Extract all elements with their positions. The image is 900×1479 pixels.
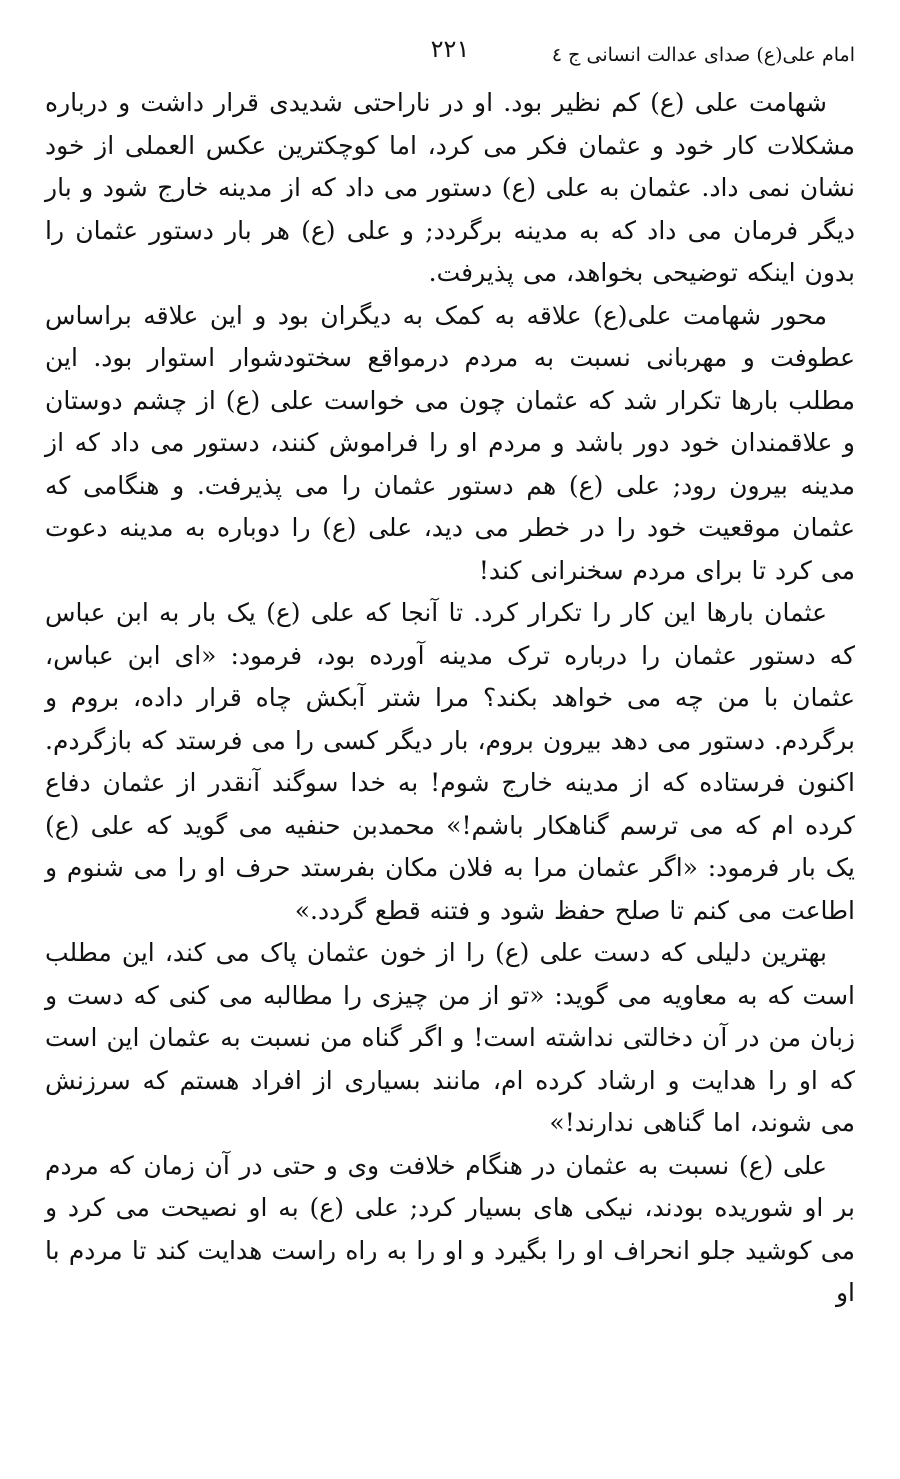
running-head xyxy=(45,35,855,72)
running-title: امام علی(ع) صدای عدالت انسانی ج ٤ xyxy=(551,44,855,66)
paragraph: عثمان بارها این کار را تکرار کرد. تا آنجا که علی (ع) یک بار به ابن عباس که دستور عثمان را درباره ترک مدینه آورده بود، فرمود: «ای ابن عباس، عثمان با من چه می خواهد بکند؟ مرا شتر آبکش چاه قرار داده، بروم و برگردم. دستور می دهد بیرون بروم، بار دیگر کسی را می فرستد که بازگردم. اکنون فرستاده که از مدینه خارج شوم! به خدا سوگند آنقدر از عثمان دفاع کرده ام که می ترسم گناهکار باشم!» محمدبن حنفیه می گوید که علی (ع) یک بار فرمود: «اگر عثمان مرا به فلان مکان بفرستد حرف او را می شنوم و اطاعت می کنم تا صلح حفظ شود و فتنه قطع گردد.» xyxy=(45,598,855,925)
paragraph: شهامت علی (ع) کم نظیر بود. او در ناراحتی شدیدی قرار داشت و درباره مشکلات کار خود و عثمان فکر می کرد، اما کوچکترین عکس العملی از خود نشان نمی داد. عثمان به علی (ع) دستور می داد که از مدینه خارج شود و بار دیگر فرمان می داد که به مدینه برگردد; و علی (ع) هر بار دستور عثمان را بدون اینکه توضیحی بخواهد، می پذیرفت. xyxy=(45,88,855,287)
paragraph: بهترین دلیلی که دست علی (ع) را از خون عثمان پاک می کند، این مطلب است که به معاویه می گوید: «تو از من چیزی را مطالبه می کنی که دست و زبان من در آن دخالتی نداشته است! و اگر گناه من نسبت به عثمان این است که او را هدایت و ارشاد کرده ام، مانند بسیاری از افراد هستم که سرزنش می شوند، اما گناهی ندارند!» xyxy=(45,938,855,1137)
paragraph: علی (ع) نسبت به عثمان در هنگام خلافت وی و حتی در آن زمان که مردم بر او شوریده بودند، نیکی های بسیار کرد; علی (ع) به او نصیحت می کرد و می کوشید جلو انحراف او را بگیرد و او را به راه راست هدایت کند تا مردم با او xyxy=(45,1150,855,1307)
body-text xyxy=(45,82,855,1315)
page-number: ٢٢١ xyxy=(430,35,470,63)
paragraph: محور شهامت علی(ع) علاقه به کمک به دیگران بود و این علاقه براساس عطوفت و مهربانی نسبت به مردم درمواقع سختودشوار استوار بود. این مطلب بارها تکرار شد که عثمان چون می خواست علی (ع) از چشم دوستان و علاقمندان خود دور باشد و مردم او را فراموش کنند، دستور می داد که از مدینه بیرون رود; علی (ع) هم دستور عثمان را می پذیرفت. و هنگامی که عثمان موقعیت خود را در خطر می دید، علی (ع) را دوباره به مدینه دعوت می کرد تا برای مردم سخنرانی کند! xyxy=(45,300,855,585)
